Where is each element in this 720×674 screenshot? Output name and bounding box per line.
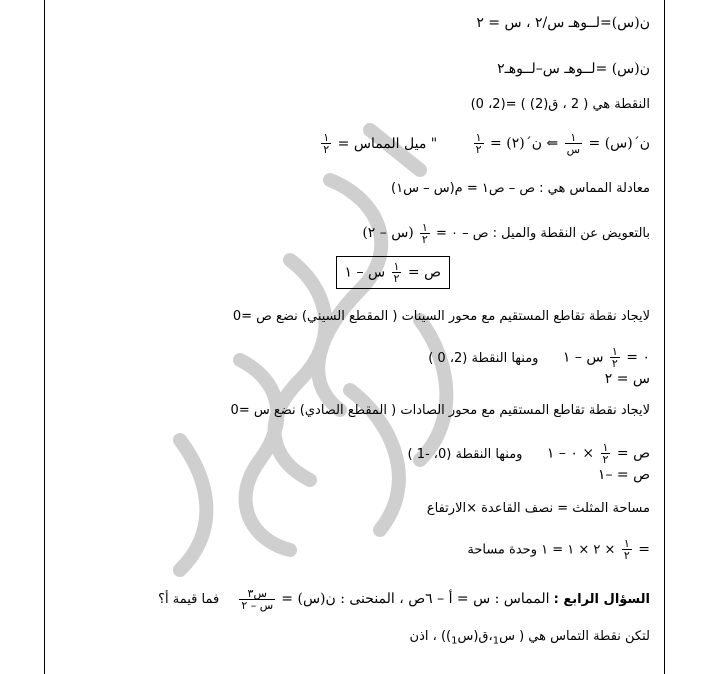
- question-label: السؤال الرابع :: [553, 592, 650, 607]
- x-intercept-point: ومنها النقطة (2، 0 ): [428, 350, 539, 366]
- y-intercept-equation: [407, 442, 650, 465]
- fraction-half: [601, 442, 611, 465]
- fraction-one-over-s: [565, 132, 582, 155]
- equation-function-definition: [476, 14, 650, 32]
- fraction-denominator: س: [566, 143, 581, 156]
- equation-text: س – ١: [344, 264, 386, 281]
- fraction-half: [321, 132, 331, 155]
- fraction-half: [622, 538, 632, 561]
- statement-text: لايجاد نقطة تقاطع المستقيم مع محور الصادات ( المقطع الصادي) نضع س =0: [230, 403, 650, 418]
- tangency-point-statement: [410, 628, 650, 651]
- question-prompt: فما قيمة أ؟: [158, 592, 220, 607]
- fraction-numerator: ١: [602, 441, 609, 454]
- statement-text: لتكن نقطة التماس هي ( س: [499, 629, 650, 644]
- equation-text: =: [638, 541, 650, 558]
- fraction-denominator: ٢: [393, 272, 400, 285]
- fraction-numerator: ١: [623, 537, 630, 550]
- point-statement: [471, 96, 650, 114]
- x-intercept-result: [605, 370, 650, 388]
- fraction-numerator: ١: [393, 260, 400, 273]
- boxed-tangent-equation: [336, 256, 450, 289]
- equation-text: × ٢ × ١ = ١ وحدة مساحة: [467, 542, 616, 558]
- derivative-line: [319, 132, 650, 155]
- equation-text: المماس : س = أ – ٦ص ، المنحنى : ن(س) =: [281, 591, 550, 607]
- equation-text: (س – ٢): [362, 225, 414, 241]
- statement-text: معادلة المماس هي : ص – ص١ = م(س – س١): [391, 181, 650, 196]
- x-intercept-equation: [428, 346, 650, 369]
- fraction-half: [392, 261, 402, 284]
- fraction-numerator: ١: [323, 131, 330, 144]
- substitution-line: [362, 222, 650, 245]
- fraction-half: [474, 132, 484, 155]
- fraction-curve: [239, 588, 275, 611]
- triangle-area-formula: [427, 500, 650, 518]
- y-intercept-point: ومنها النقطة (0، -1 ): [407, 446, 523, 462]
- fraction-denominator: ٢: [475, 143, 482, 156]
- fraction-denominator: ٢: [611, 357, 618, 370]
- derivative-label: ن´(س) =: [588, 135, 650, 152]
- fraction-numerator: ١: [421, 221, 428, 234]
- equation-text: ن(س) =لــو‌هـ س–لــو‌هـ٢: [497, 61, 650, 77]
- equation-text: س = ٢: [604, 371, 650, 387]
- subscript: 1: [451, 635, 458, 647]
- equation-text: ص =: [407, 264, 441, 281]
- equation-log-expansion: [497, 60, 650, 78]
- fraction-numerator: ١: [611, 345, 618, 358]
- x-intercept-heading: [233, 308, 650, 326]
- y-intercept-result: [598, 466, 650, 484]
- tangent-slope-label: " ميل المماس =: [337, 135, 438, 152]
- y-intercept-heading: [231, 402, 650, 420]
- statement-text: )) ، اذن: [409, 629, 452, 644]
- fraction-numerator: ١: [565, 132, 582, 144]
- fraction-half: [610, 346, 620, 369]
- fraction-denominator: ٢: [323, 143, 330, 156]
- equation-text: س – ١: [562, 349, 604, 366]
- triangle-area-result: [467, 538, 650, 561]
- statement-text: لايجاد نقطة تقاطع المستقيم مع محور السينات ( المقطع السيني) نضع ص =0: [232, 309, 650, 324]
- statement-text: ،ق(س: [457, 629, 493, 644]
- fraction-half: [420, 222, 430, 245]
- derivative-at-two: ⇐ ن´(٢) =: [490, 135, 559, 152]
- equation-text: ٠ =: [626, 349, 650, 366]
- fraction-denominator: س – ٢: [241, 599, 274, 612]
- statement-text: مساحة المثلث = نصف القاعدة ×الارتفاع: [426, 501, 650, 516]
- equation-text: ص =: [616, 445, 650, 462]
- equation-text: ن(س)=لــو‌هـ س/٢ ، س = ٢: [476, 15, 650, 31]
- fraction-numerator: ١: [475, 131, 482, 144]
- question-four: [158, 588, 650, 611]
- fraction-denominator: ٢: [623, 549, 630, 562]
- equation-text: ص = –١: [597, 467, 650, 483]
- fraction-denominator: ٢: [602, 453, 609, 466]
- statement-text: النقطة هي ( 2 ، ق(2) ) =(2، 0): [470, 97, 650, 112]
- fraction-numerator: س٣: [239, 588, 275, 600]
- statement-text: بالتعويض عن النقطة والميل : ص – ٠ =: [435, 226, 650, 241]
- equation-text: × ٠ – ١: [546, 445, 595, 462]
- tangent-equation-form: [391, 180, 650, 198]
- subscript: 1: [492, 635, 500, 647]
- fraction-denominator: ٢: [421, 233, 428, 246]
